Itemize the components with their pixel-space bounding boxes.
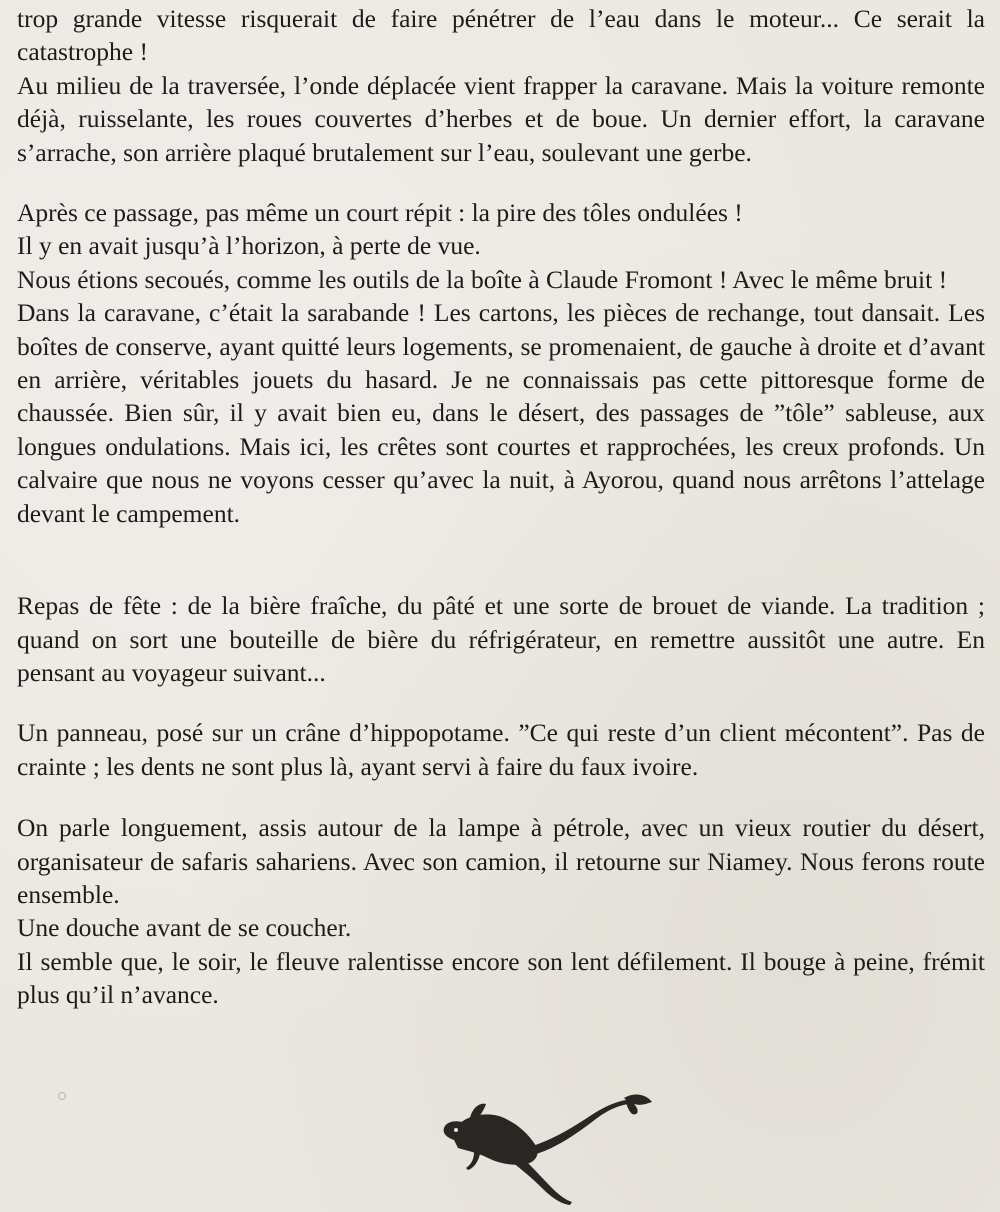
paragraph: trop grande vitesse risquerait de faire pénétrer de l’eau dans le moteur... Ce serait la catastrophe ! — [17, 4, 985, 67]
paragraph: On parle longuement, assis autour de la lampe à pétrole, avec un vieux routier du désert, organisateur de safaris sahariens. Avec son camion, il retourne sur Niamey. Nous ferons route ensemble. — [17, 813, 985, 909]
paper-speck — [58, 1092, 66, 1100]
paragraph: Il y en avait jusqu’à l’horizon, à perte de vue. — [17, 231, 481, 261]
page-body-text — [17, 2, 985, 1012]
jerboa-icon — [440, 1092, 660, 1207]
paragraph: Au milieu de la traversée, l’onde déplacée vient frapper la caravane. Mais la voiture remonte déjà, ruisselante, les roues couvertes d’herbes et de boue. Un dernier effort, la caravane s’arrache, son arrière plaqué brutalement sur l’eau, soulevant une gerbe. — [17, 70, 985, 167]
paragraph: Une douche avant de se coucher. — [17, 913, 352, 943]
paragraph: Nous étions secoués, comme les outils de la boîte à Claude Fromont ! Avec le même bruit ! — [17, 264, 948, 294]
paragraph: Un panneau, posé sur un crâne d’hippopotame. ”Ce qui reste d’un client mécontent”. Pas de crainte ; les dents ne sont plus là, ayant servi à faire du faux ivoire. — [17, 718, 985, 781]
paragraph: Après ce passage, pas même un court répit : la pire des tôles ondulées ! — [17, 198, 743, 228]
paragraph: Dans la caravane, c’était la sarabande ! Les cartons, les pièces de rechange, tout dansait. Les boîtes de conserve, ayant quitté leurs logements, se promenaient, de gauche à droite et d’avant en arrière, véritables jouets du hasard. Je ne connaissais pas cette pittoresque forme de chaussée. Bien sûr, il y avait bien eu, dans le désert, des passages de ”tôle” sableuse, aux longues ondulations. Mais ici, les crêtes sont courtes et rapprochées, les creux profonds. Un calvaire que nous ne voyons cesser qu’avec la nuit, à Ayorou, quand nous arrêtons l’attelage devant le campement. — [17, 298, 985, 528]
paragraph: Il semble que, le soir, le fleuve ralentisse encore son lent défilement. Il bouge à peine, frémit plus qu’il n’avance. — [17, 946, 985, 1010]
paragraph: Repas de fête : de la bière fraîche, du pâté et une sorte de brouet de viande. La tradition ; quand on sort une bouteille de bière du réfrigérateur, en remettre aussitôt une autre. En pensant au voyageur suivant... — [17, 591, 985, 687]
